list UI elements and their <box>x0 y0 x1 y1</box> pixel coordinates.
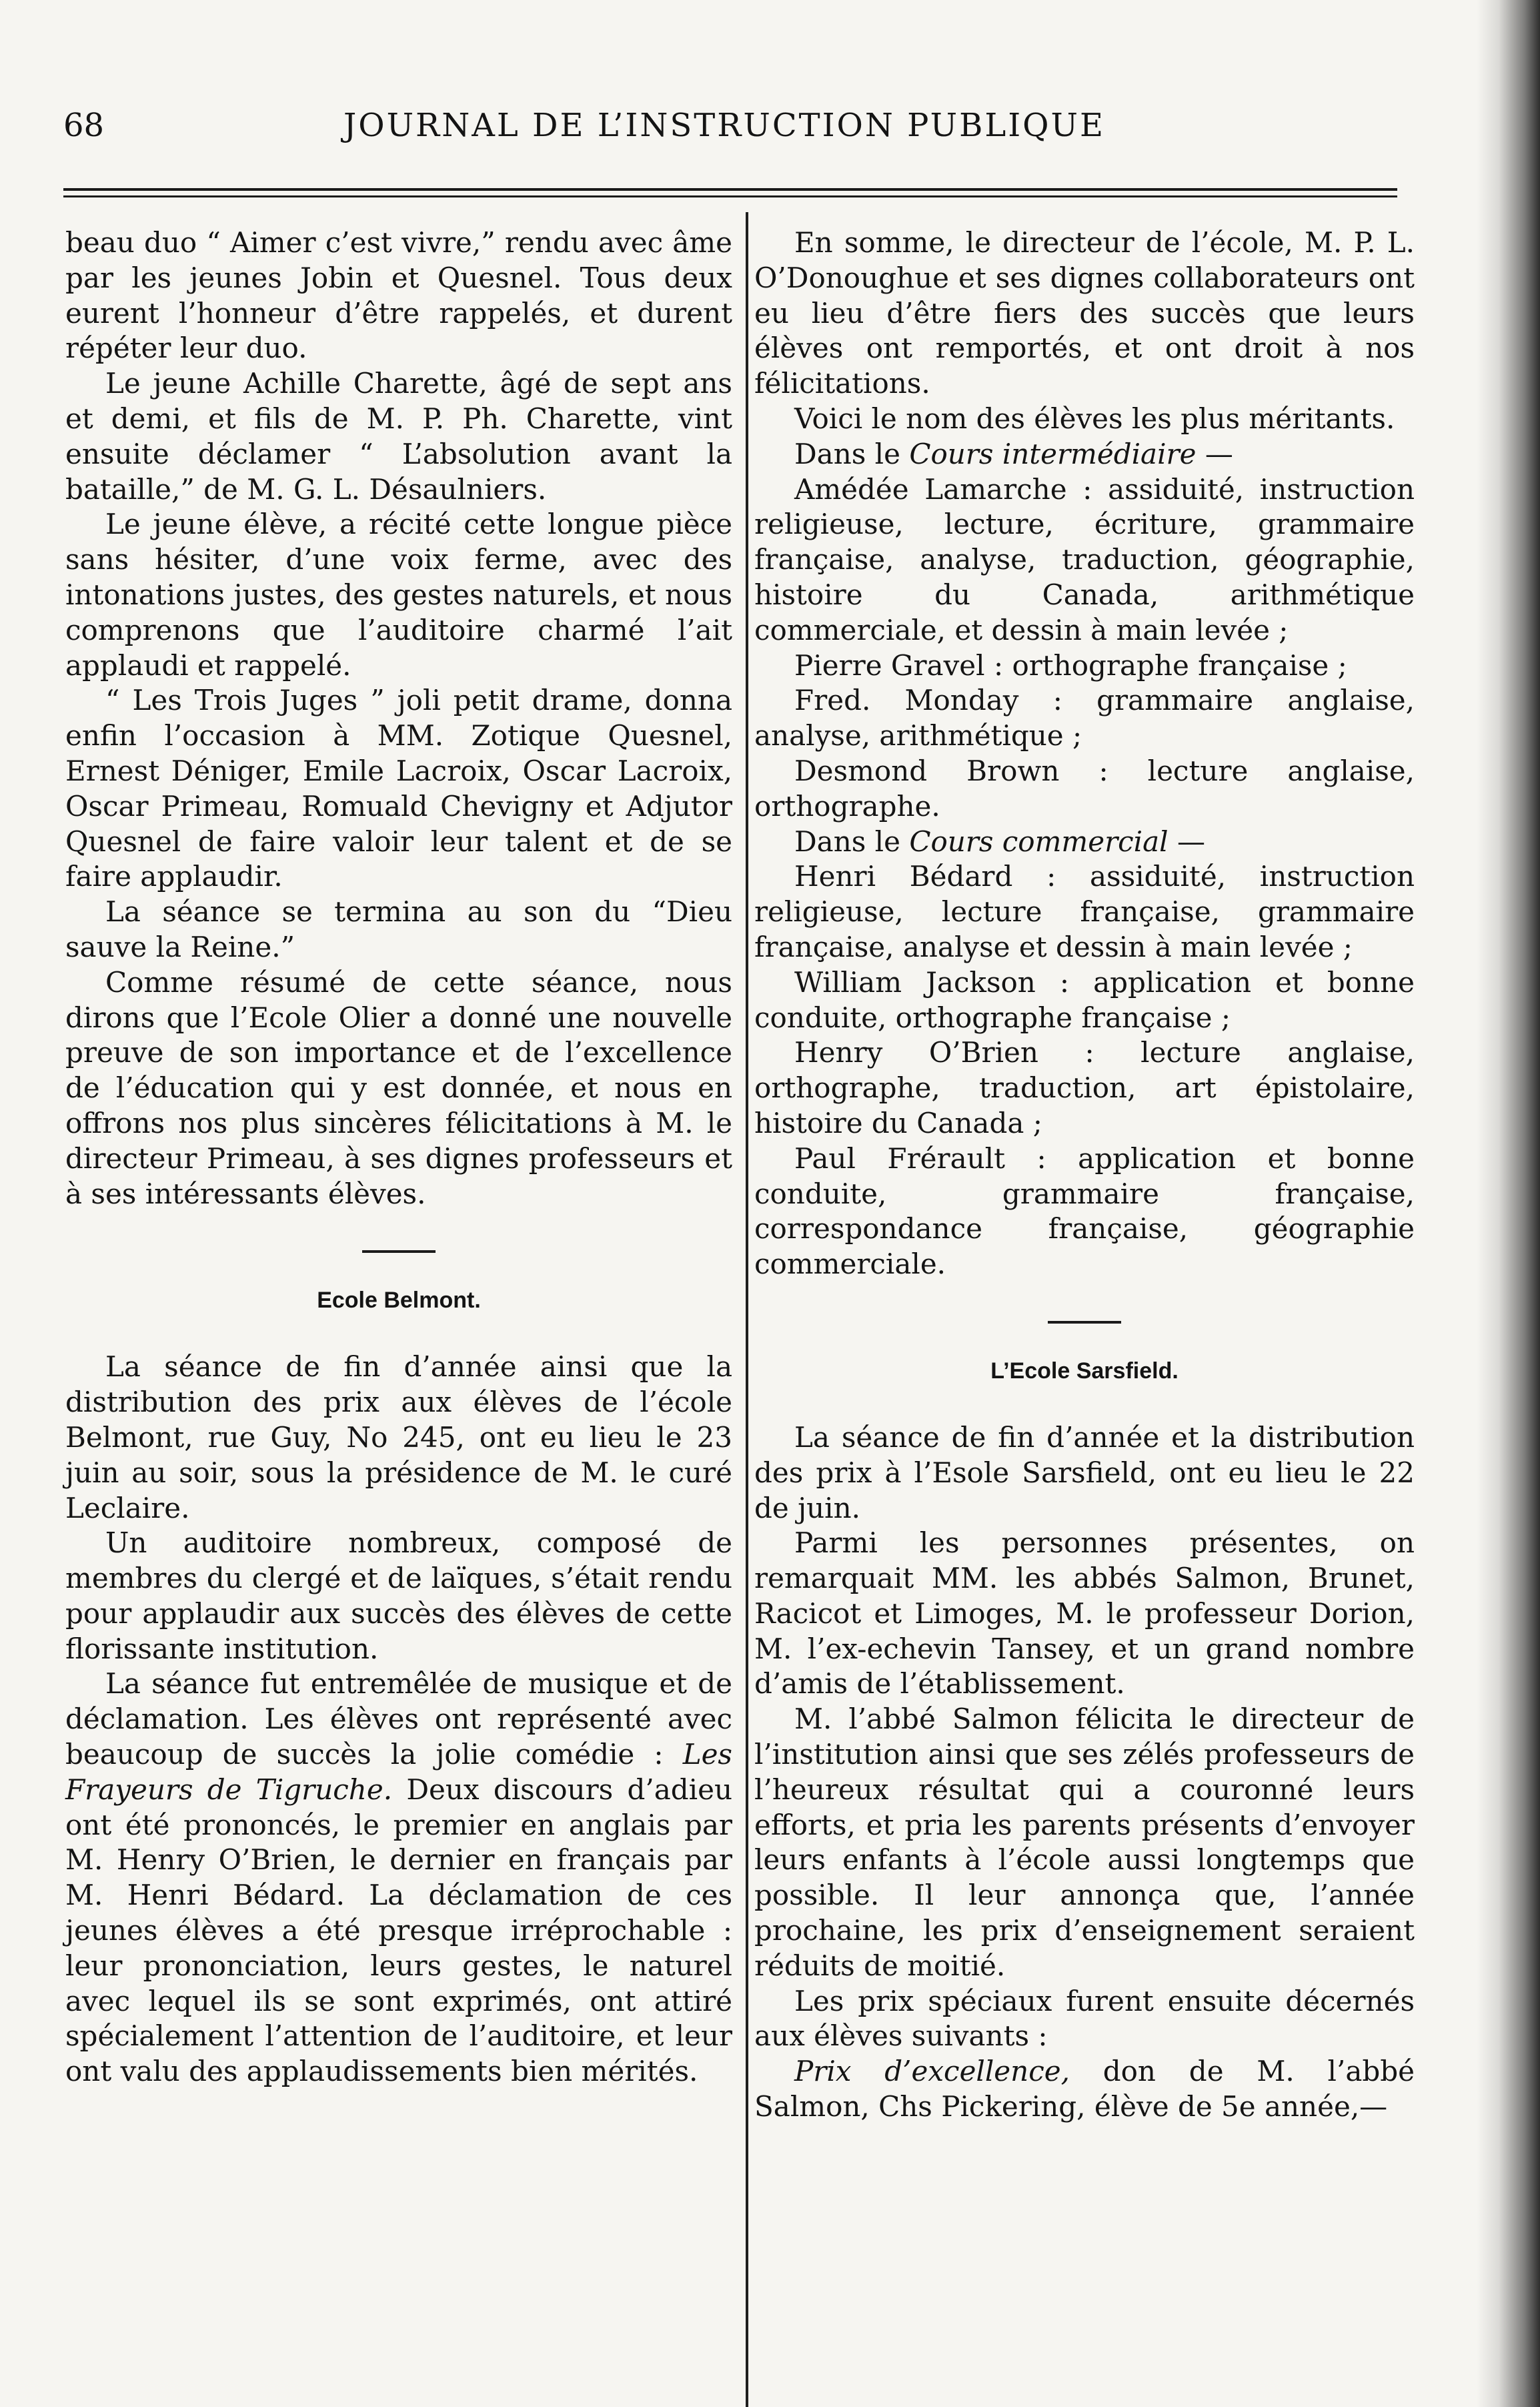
course-name: Cours intermédiaire <box>909 437 1197 470</box>
prize-name: Prix d’excellence, <box>794 2055 1070 2088</box>
page-binding-edge <box>1477 0 1540 2407</box>
left-column <box>65 225 732 2089</box>
paragraph: La séance de fin d’année ainsi que la distribution des prix aux élèves de l’école Belmont, rue Guy, No 245, ont eu lieu le 23 juin au soir, sous la présidence de M. le curé Leclaire. <box>65 1350 732 1524</box>
paragraph: Un auditoire nombreux, composé de membres du clergé et de laïques, s’était rendu pour applaudir aux succès des élèves de cette florissante institution. <box>65 1526 732 1665</box>
paragraph <box>754 2054 1415 2125</box>
paragraph: Voici le nom des élèves les plus méritants. <box>794 402 1395 435</box>
paragraph: La séance de fin d’année et la distribution des prix à l’Esole Sarsfield, ont eu lieu le 22 de juin. <box>754 1420 1415 1524</box>
paragraph: Henry O’Brien : lecture anglaise, orthographe, traduction, art épistolaire, histoire du Canada ; <box>754 1036 1415 1139</box>
paragraph <box>754 825 1415 860</box>
text-run: — <box>1168 825 1205 858</box>
paragraph: Parmi les personnes présentes, on remarquait MM. les abbés Salmon, Brunet, Racicot et Limoges, M. le professeur Dorion, M. l’ex-echevin Tansey, et un grand nombre d’amis de l’établissement. <box>754 1526 1415 1701</box>
paragraph <box>754 437 1415 472</box>
paragraph: Desmond Brown : lecture anglaise, orthographe. <box>754 754 1415 823</box>
header-rule-top <box>63 188 1397 191</box>
paragraph: Pierre Gravel : orthographe française ; <box>794 648 1347 682</box>
section-heading-belmont: Ecole Belmont. <box>317 1288 481 1314</box>
paragraph: Henri Bédard : assiduité, instruction religieuse, lecture française, grammaire française, analyse et dessin à main levée ; <box>754 860 1415 963</box>
column-divider <box>746 212 748 2407</box>
paragraph: Amédée Lamarche : assiduité, instruction religieuse, lecture, écriture, grammaire française, analyse, traduction, géographie, histoire du Canada, arithmétique commerciale, et dessin à main levée ; <box>754 472 1415 646</box>
paragraph: Le jeune Achille Charette, âgé de sept ans et demi, et fils de M. P. Ph. Charette, vint ensuite déclamer “ L’absolution avant la bataille,” de M. G. L. Désaulniers. <box>65 367 732 506</box>
text-run: Dans le <box>794 825 910 858</box>
right-column <box>754 225 1415 2125</box>
text-run: Dans le <box>794 437 910 470</box>
play-title: Les Frayeurs de Tigruche. <box>65 1738 732 1806</box>
course-name: Cours commercial <box>909 825 1169 858</box>
paragraph: Paul Frérault : application et bonne conduite, grammaire française, correspondance française, géographie commerciale. <box>754 1141 1415 1281</box>
running-title: JOURNAL DE L’INSTRUCTION PUBLIQUE <box>343 107 1106 144</box>
paragraph: Le jeune élève, a récité cette longue pièce sans hésiter, d’une voix ferme, avec des intonations justes, des gestes naturels, et nous comprenons que l’auditoire charmé l’ait applaudi et rappelé. <box>65 508 732 682</box>
section-heading-sarsfield: L’Ecole Sarsfield. <box>990 1358 1179 1384</box>
header-rule-bottom <box>63 195 1397 197</box>
paragraph: Les prix spéciaux furent ensuite décernés aux élèves suivants : <box>754 1984 1415 2053</box>
paragraph <box>65 1666 732 2089</box>
text-run: La séance fut entremêlée de musique et de déclamation. Les élèves ont représenté avec beaucoup de succès la jolie comédie : <box>65 1667 732 1771</box>
paragraph: Comme résumé de cette séance, nous dirons que l’Ecole Olier a donné une nouvelle preuve de son importance et de l’excellence de l’éducation qui y est donnée, et nous en offrons nos plus sincères félicitations à M. le directeur Primeau, à ses dignes professeurs et à ses intéressants élèves. <box>65 965 732 1210</box>
text-run: don de M. l’abbé Salmon, Chs Pickering, élève de 5e année,— <box>754 2055 1415 2123</box>
paragraph: “ Les Trois Juges ” joli petit drame, donna enfin l’occasion à MM. Zotique Quesnel, Ernest Déniger, Emile Lacroix, Oscar Lacroix, Oscar Primeau, Romuald Chevigny et Adjutor Quesnel de faire valoir leur talent et de se faire applaudir. <box>65 684 732 893</box>
page-number: 68 <box>63 107 105 144</box>
text-run: Deux discours d’adieu ont été prononcés, le premier en anglais par M. Henry O’Brien, le dernier en français par M. Henri Bédard. La déclamation de ces jeunes élèves a été presque irréprochable : leur prononciation, leurs gestes, le naturel avec lequel ils se sont exprimés, ont attiré spécialement l’attention de l’auditoire, et leur ont valu des applaudissements bien mérités. <box>65 1773 732 2088</box>
paragraph: beau duo “ Aimer c’est vivre,” rendu avec âme par les jeunes Jobin et Quesnel. Tous deux eurent l’honneur d’être rappelés, et durent répéter leur duo. <box>65 226 732 365</box>
paragraph: Fred. Monday : grammaire anglaise, analyse, arithmétique ; <box>754 684 1415 753</box>
text-run: — <box>1196 437 1233 470</box>
paragraph: La séance se termina au son du “Dieu sauve la Reine.” <box>65 895 732 963</box>
paragraph: M. l’abbé Salmon félicita le directeur de l’institution ainsi que ses zélés professeurs de l’heureux résultat qui a couronné leurs efforts, et pria les parents présents d’envoyer leurs enfants à l’école aussi longtemps que possible. Il leur annonça que, l’année prochaine, les prix d’enseignement seraient réduits de moitié. <box>754 1703 1415 1982</box>
paragraph: William Jackson : application et bonne conduite, orthographe française ; <box>754 965 1415 1034</box>
page-header <box>63 107 1397 167</box>
paragraph: En somme, le directeur de l’école, M. P. L. O’Donoughue et ses dignes collaborateurs ont eu lieu d’être fiers des succès que leurs élèves ont remportés, et ont droit à nos félicitations. <box>754 226 1415 400</box>
